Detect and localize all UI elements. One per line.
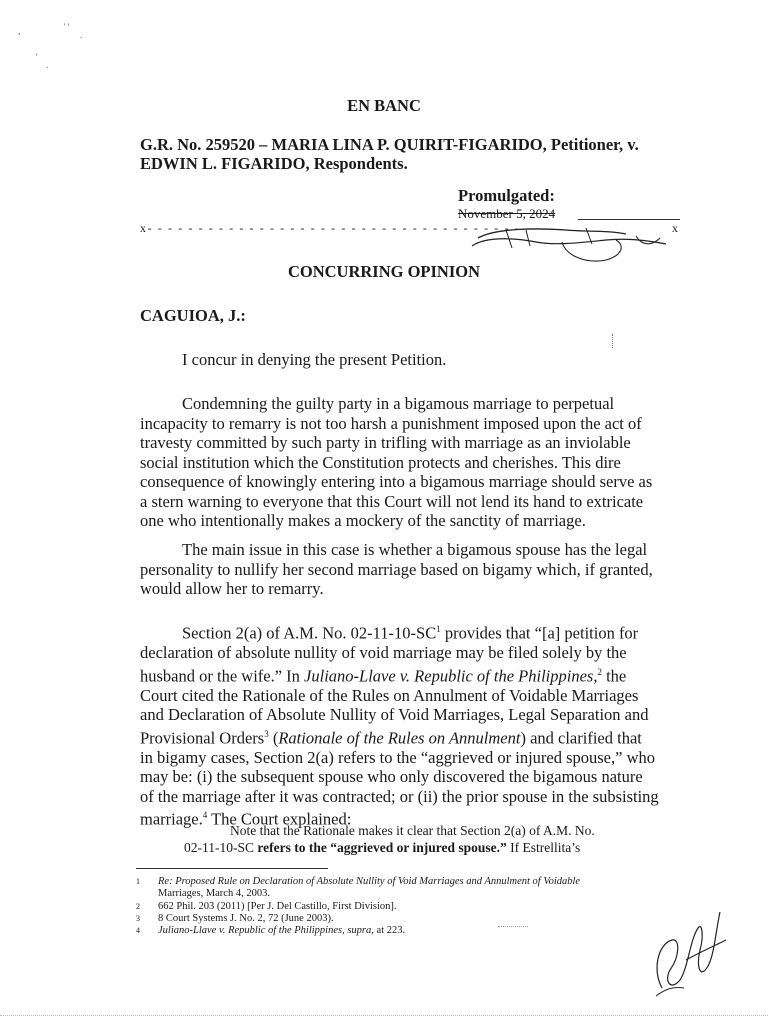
clerk-signature (466, 216, 676, 266)
footnote-divider (136, 868, 328, 869)
promulgation-date: November 5, 2024 (458, 206, 556, 221)
scan-mark-2 (498, 926, 528, 927)
footnote-ref-4[interactable]: 4 (202, 810, 208, 820)
scan-bottom-edge (0, 1015, 768, 1016)
opinion-title: CONCURRING OPINION (287, 262, 481, 281)
paragraph-2: Condemning the guilty party in a bigamous marriage to perpetual incapacity to remarry is not too harsh a punishment imposed upon the act of travesty committed by such party in trifling with marriage as an inviolable social institution which the Constitution protects and cherishes. This dire consequence of knowingly entering into a bigamous marriage should serve as a stern warning to everyone that this Court will not lend its hand to extricate one who intentionally makes a mockery of the sanctity of marriage. (140, 394, 653, 530)
footnote-ref-3[interactable]: 3 (264, 728, 269, 739)
footnote-ref-2[interactable]: 2 (597, 666, 602, 677)
footnote-4: 4 Juliano-Llave v. Republic of the Philippines, supra, at 223. (136, 925, 406, 936)
footnote-ref-1[interactable]: 1 (436, 624, 441, 634)
author-line: CAGUIOA, J.: (140, 306, 246, 325)
justice-signature (640, 900, 740, 1000)
paragraph-4: Section 2(a) of A.M. No. $02-11-10-SC^1$ provides that “[a] petition for declaration of absolute nullity of void marriage may be filed solely by the husband or the wife.” In Juliano-Llave v. Republic of the Philippines,$^2$ the Court cited the Rationale of the Rules on Annulment of Voidable Marriages and Declaration of Absolute Nullity of Void Marriages, Legal Separation and Provisional Orders$^3$ (Rationale of the Rules on Annulment) and clarified that in bigamy cases, Section 2(a) refers to the “aggrieved or injured spouse,” who may be: (i) the subsequent spouse who only discovered the bigamous nature of the marriage after it was contracted; or (ii) the prior spouse in the subsisting marriage.$^4$ The Court explained: (140, 623, 659, 829)
separator-line: x- - - - - - - - - - - - - - - - - - - - - - - - - - - - - - - - - - - - - - (140, 221, 531, 235)
case-caption-line-2: EDWIN L. FIGARIDO, Respondents. (140, 154, 408, 173)
scan-mark (612, 334, 615, 348)
block-quote: Note that the Rationale makes it clear that Section 2(a) of A.M. No. 02-11-10-SC refers to the “aggrieved or injured spouse.” If Estrellita’s (184, 823, 595, 855)
footnote-1: 1 Re: Proposed Rule on Declaration of Absolute Nullity of Void Marriages and Annulment of Voidable Marriages, March 4, 2003. (136, 876, 581, 899)
court-division: EN BANC (347, 96, 421, 115)
footnote-2: 2 662 Phil. 203 (2011) [Per J. Del Castillo, First Division]. (136, 901, 397, 912)
case-caption-line-1: G.R. No. 259520 – MARIA LINA P. QUIRIT-FIGARIDO, Petitioner, v. (140, 135, 639, 154)
footnotes (136, 876, 696, 937)
promulgated-label: Promulgated: (458, 186, 555, 205)
paragraph-1: I concur in denying the present Petition. (182, 350, 447, 369)
separator-end: x (672, 221, 678, 235)
footnote-3: 3 8 Court Systems J. No. 2, 72 (June 2003). (136, 913, 334, 924)
paragraph-3: The main issue in this case is whether a bigamous spouse has the legal personality to nullify her second marriage based on bigamy which, if granted, would allow her to remarry. (140, 540, 653, 598)
